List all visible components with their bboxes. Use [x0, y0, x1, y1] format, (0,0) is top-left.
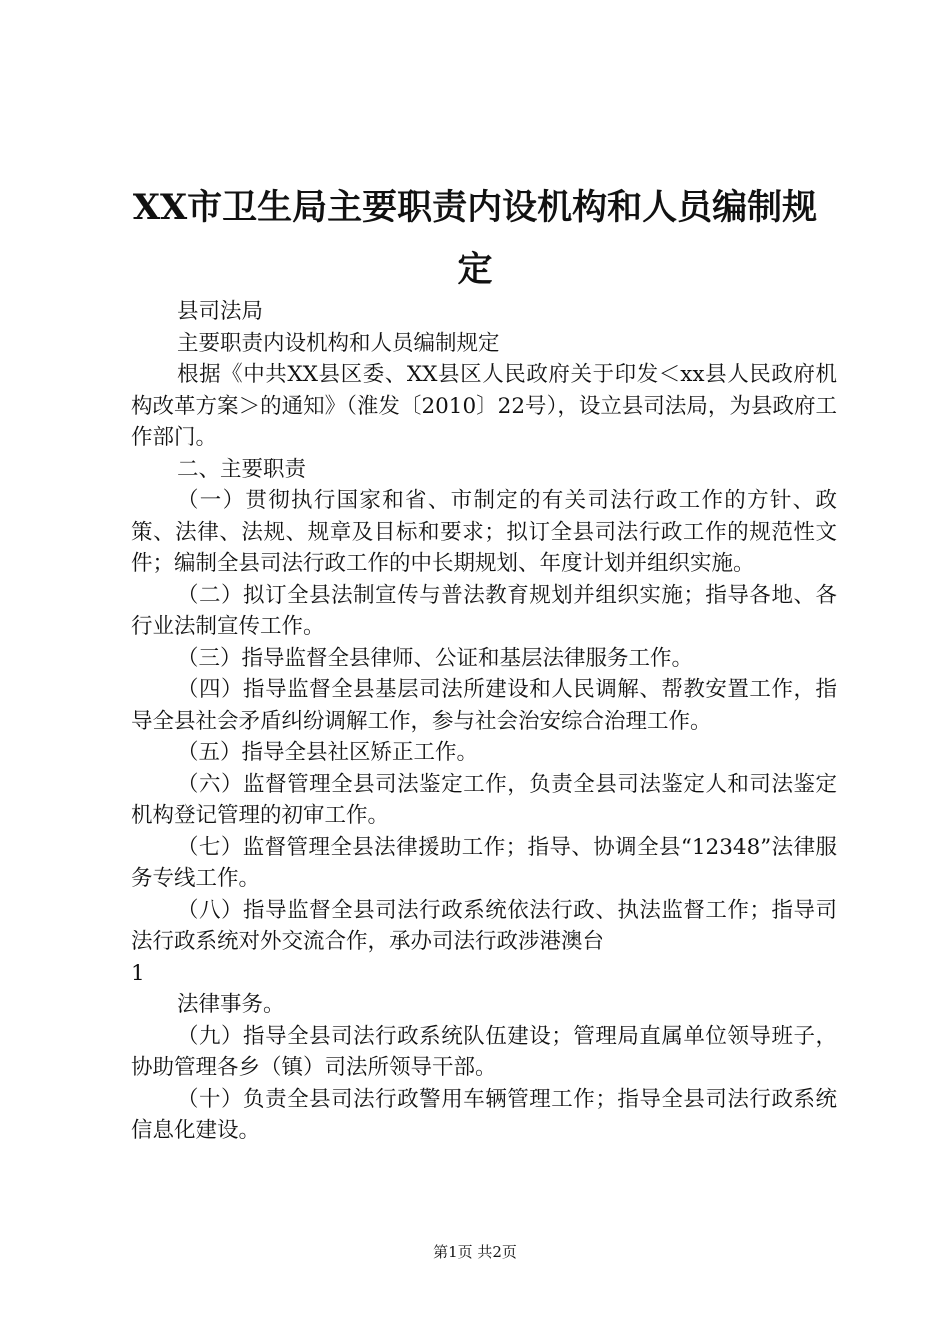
paragraph: （十）负责全县司法行政警用车辆管理工作；指导全县司法行政系统信息化建设。	[131, 1086, 837, 1143]
paragraph: 二、主要职责	[177, 456, 307, 482]
paragraph: 法律事务。	[177, 992, 285, 1017]
document-title-line-1: XX市卫生局主要职责内设机构和人员编制规	[132, 187, 818, 228]
paragraph: （七）监督管理全县法律援助工作；指导、协调全县“12348”法律服务专线工作。	[131, 834, 837, 891]
paragraph: （六）监督管理全县司法鉴定工作，负责全县司法鉴定人和司法鉴定机构登记管理的初审工作。	[131, 771, 837, 828]
paragraph: （五）指导全县社区矫正工作。	[177, 740, 479, 765]
paragraph: （一）贯彻执行国家和省、市制定的有关司法行政工作的方针、政策、法律、法规、规章及目标和要求；拟订全县司法行政工作的规范性文件；编制全县司法行政工作的中长期规划、年度计划并组织实施。	[131, 488, 837, 576]
paragraph: （八）指导监督全县司法行政系统依法行政、执法监督工作；指导司法行政系统对外交流合作，承办司法行政涉港澳台	[131, 897, 837, 954]
paragraph: 县司法局	[177, 299, 264, 324]
paragraph: 主要职责内设机构和人员编制规定	[177, 330, 500, 356]
paragraph: 根据《中共XX县区委、XX县区人民政府关于印发＜xx县人民政府机构改革方案＞的通知》（淮发〔2010〕22号），设立县司法局，为县政府工作部门。	[131, 362, 837, 450]
document-body	[131, 296, 837, 1147]
paragraph: （九）指导全县司法行政系统队伍建设；管理局直属单位领导班子，协助管理各乡（镇）司法所领导干部。	[131, 1023, 837, 1080]
document-title-line-2: 定	[457, 249, 493, 290]
page-footer: 第1页 共2页	[433, 1243, 517, 1261]
page-break-number: 1	[131, 960, 145, 986]
paragraph: （二）拟订全县法制宣传与普法教育规划并组织实施；指导各地、各行业法制宣传工作。	[131, 582, 837, 639]
paragraph: （三）指导监督全县律师、公证和基层法律服务工作。	[177, 645, 694, 671]
paragraph: （四）指导监督全县基层司法所建设和人民调解、帮教安置工作，指导全县社会矛盾纠纷调解工作，参与社会治安综合治理工作。	[131, 677, 837, 734]
